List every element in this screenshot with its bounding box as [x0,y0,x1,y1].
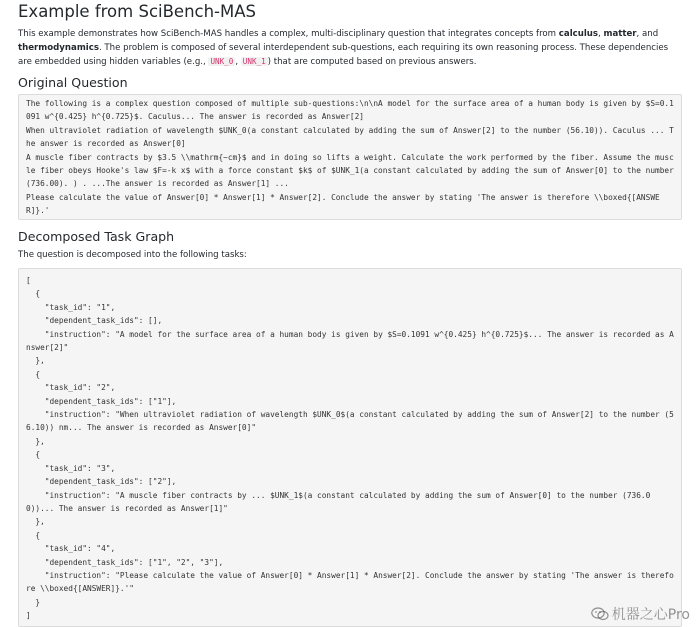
original-question-heading: Original Question [18,75,128,90]
inline-code-unk0: UNK_0 [210,57,234,66]
keyword-matter: matter [603,29,637,39]
watermark-text: 机器之心Pro [611,607,690,623]
decomposed-task-graph-heading: Decomposed Task Graph [18,229,175,244]
intro-paragraph [18,27,682,69]
intro-sep-2: , and [636,29,659,39]
intro-text-2: . The problem is composed of several interdependent sub-questions, each requiring its own reasoning process. These dependencies are embedded using hidden variables (e.g., [18,43,669,67]
document-page [18,0,682,627]
wechat-logo-icon [591,607,609,621]
page-title: Example from SciBench-MAS [18,2,257,21]
inline-code-unk1: UNK_1 [242,57,266,66]
watermark [591,604,690,624]
original-question-codeblock: The following is a complex question composed of multiple sub-questions:\n\nA model for the surface area of a human body is given by $S=0.1091 w^{0.425} h^{0.725}$. Caculus... The answer is recorded as Answer[2] When ultraviolet radiation of wavelength $UNK_0(a constant calculated by adding the sum of Answer[2] to the number (56.10)). Caculus ... The answer is recorded as Answer[0] A muscle fiber contracts by $3.5 \\mathrm{~cm}$ and in doing so lifts a weight. Calculate the work performed by the fiber. Assume the muscle fiber obeys Hooke's law $F=-k x$ with a force constant $k$ of $UNK_1(a constant calculated by adding the sum of Answer[0] to the number (736.00). ) . ...The answer is recorded as Answer[1] ... Please calculate the value of Answer[0] * Answer[1] * Answer[2]. Conclude the answer by stating 'The answer is therefore \\boxed{[ANSWER]}.' [18,94,682,220]
intro-sep-1: , [598,29,604,39]
decomposed-subtitle: The question is decomposed into the following tasks: [18,250,247,260]
keyword-calculus: calculus [558,29,599,39]
intro-sep-3: , [235,57,241,67]
intro-text-3: ) that are computed based on previous answers. [267,57,477,67]
intro-text-1: This example demonstrates how SciBench-MAS handles a complex, multi-disciplinary question that integrates concepts from [18,29,559,39]
task-graph-codeblock: [ { "task_id": "1", "dependent_task_ids": [], "instruction": "A model for the surface area of a human body is given by $S=0.1091 w^{0.425} h^{0.725}$... The answer is recorded as Answer[2]" }, { "task_id": "2", "dependent_task_ids": ["1"], "instruction": "When ultraviolet radiation of wavelength $UNK_0$(a constant calculated by adding the sum of Answer[2] to the number (56.10)) nm... The answer is recorded as Answer[0]" }, { "task_id": "3", "dependent_task_ids": ["2"], "instruction": "A muscle fiber contracts by ... $UNK_1$(a constant calculated by adding the sum of Answer[0] to the number (736.00))... The answer is recorded as Answer[1]" }, { "task_id": "4", "dependent_task_ids": ["1", "2", "3"], "instruction": "Please calculate the value of Answer[0] * Answer[1] * Answer[2]. Conclude the answer by stating 'The answer is therefore \\boxed{[ANSWER]}.'" } ] [18,268,682,627]
keyword-thermodynamics: thermodynamics [18,43,99,53]
